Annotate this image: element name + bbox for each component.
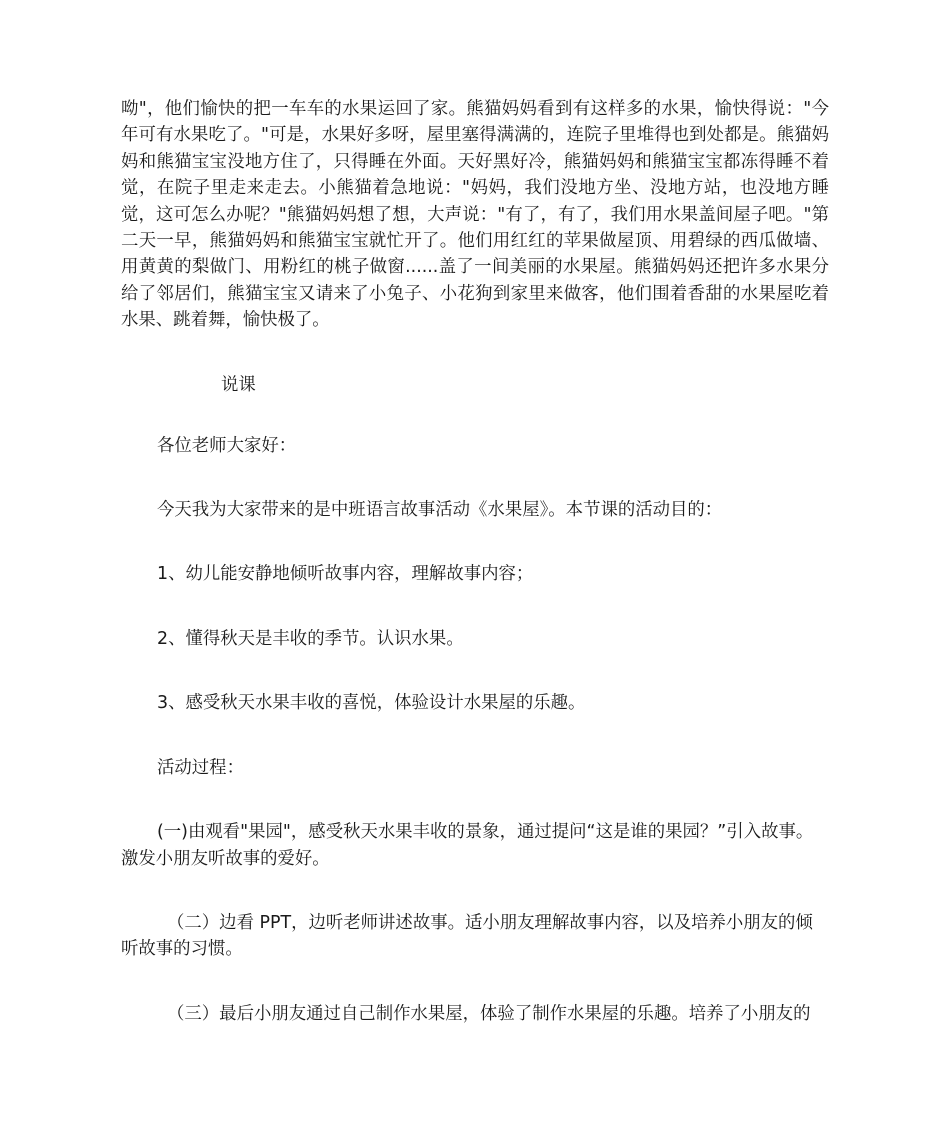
greeting-paragraph: 各位老师大家好： — [157, 435, 297, 456]
story-paragraph: 呦"，他们愉快的把一车车的水果运回了家。熊猫妈妈看到有这样多的水果，愉快得说："今年可有水果吃了。"可是，水果好多呀，屋里塞得满满的，连院子里堆得也到处都是。熊猫妈妈和熊猫宝宝没地方住了，只得睡在外面。天好黑好冷，熊猫妈妈和熊猫宝宝都冻得睡不着觉，在院子里走来走去。小熊猫着急地说："妈妈，我们没地方坐、没地方站，也没地方睡觉，这可怎么办呢？"熊猫妈妈想了想，大声说："有了，有了，我们用水果盖间屋子吧。"第二天一早，熊猫妈妈和熊猫宝宝就忙开了。他们用红红的苹果做屋顶、用碧绿的西瓜做墙、用黄黄的梨做门、用粉红的桃子做窗......盖了一间美丽的水果屋。熊猫妈妈还把许多水果分给了邻居们，熊猫宝宝又请来了小兔子、小花狗到家里来做客，他们围着香甜的水果屋吃着水果、跳着舞，愉快极了。 — [121, 99, 829, 331]
process-step-1: (一)由观看"果园"，感受秋天水果丰收的景象，通过提问“这是谁的果园？”引入故事。激发小朋友听故事的爱好。 — [121, 822, 814, 869]
process-step-3: （三）最后小朋友通过自己制作水果屋，体验了制作水果屋的乐趣。培养了小朋友的 — [167, 1003, 811, 1024]
section-title: 说课 — [221, 374, 256, 395]
goal-item-3: 3、感受秋天水果丰收的喜悦，体验设计水果屋的乐趣。 — [157, 693, 586, 714]
process-title: 活动过程： — [157, 757, 244, 778]
process-step-2: （二）边看 PPT，边听老师讲述故事。适小朋友理解故事内容，以及培养小朋友的倾听故事的习惯。 — [121, 912, 813, 960]
goal-item-1: 1、幼儿能安静地倾听故事内容，理解故事内容； — [157, 564, 534, 585]
document-content — [121, 96, 829, 1027]
goal-item-2: 2、懂得秋天是丰收的季节。认识水果。 — [157, 628, 464, 649]
intro-paragraph: 今天我为大家带来的是中班语言故事活动《水果屋》。本节课的活动目的： — [157, 500, 723, 521]
